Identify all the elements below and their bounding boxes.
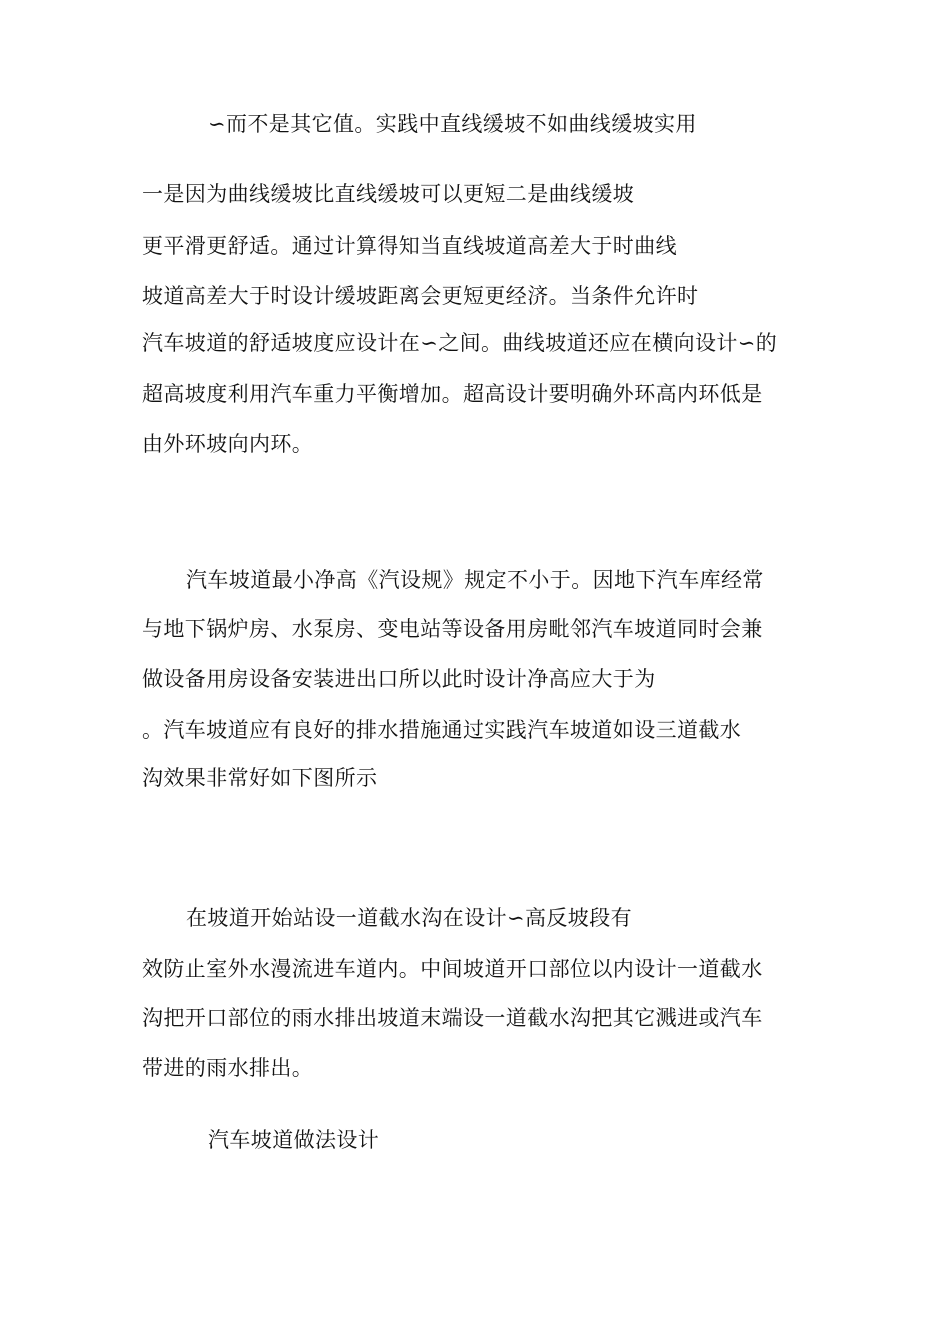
section-heading: 汽车坡道做法设计 [208,1128,380,1152]
paragraph-3-line-2: 效防止室外水漫流进车道内。中间坡道开口部位以内设计一道截水 [142,957,763,981]
paragraph-1-line-3: 更平滑更舒适。通过计算得知当直线坡道高差大于时曲线 [142,234,677,258]
paragraph-1-line-1: ∽而不是其它值。实践中直线缓坡不如曲线缓坡实用 [208,112,697,136]
paragraph-2-line-3: 做设备用房设备安装进出口所以此时设计净高应大于为 [142,667,656,691]
paragraph-2-line-2: 与地下锅炉房、水泵房、变电站等设备用房毗邻汽车坡道同时会兼 [142,617,763,641]
paragraph-3-line-3: 沟把开口部位的雨水排出坡道末端设一道截水沟把其它溅进或汽车 [142,1006,763,1030]
paragraph-1-line-5: 汽车坡道的舒适坡度应设计在∽之间。曲线坡道还应在横向设计∽的 [142,331,778,355]
paragraph-3-line-1: 在坡道开始站设一道截水沟在设计∽高反坡段有 [186,906,632,930]
paragraph-3-line-4: 带进的雨水排出。 [142,1056,314,1080]
paragraph-2-line-1: 汽车坡道最小净高《汽设规》规定不小于。因地下汽车库经常 [186,568,764,592]
paragraph-1-line-7: 由外环坡向内环。 [142,432,314,456]
paragraph-1-line-2: 一是因为曲线缓坡比直线缓坡可以更短二是曲线缓坡 [142,182,635,206]
paragraph-1-line-6: 超高坡度利用汽车重力平衡增加。超高设计要明确外环高内环低是 [142,382,763,406]
paragraph-2-line-5: 沟效果非常好如下图所示 [142,766,378,790]
paragraph-1-line-4: 坡道高差大于时设计缓坡距离会更短更经济。当条件允许时 [142,284,699,308]
paragraph-2-line-4: 。汽车坡道应有良好的排水措施通过实践汽车坡道如设三道截水 [142,718,742,742]
